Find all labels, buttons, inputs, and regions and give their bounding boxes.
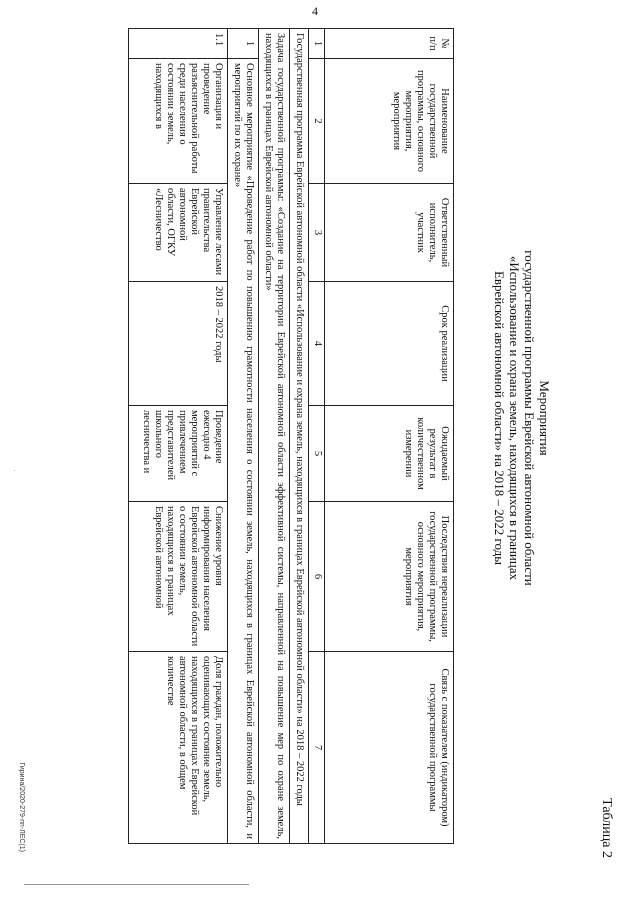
column-number-row	[309, 29, 325, 844]
header-cell: Наименование государственной программы, основного мероприятия, мероприятия	[325, 59, 454, 184]
table-header-row	[325, 29, 454, 844]
header-cell: Связь с показателем (индикатором) государственной программы	[325, 652, 454, 844]
rotated-landscape-content	[12, 18, 622, 868]
row-result: Проведение ежегодно 4 мероприятий с привлечением представителей школьного лесничества и	[129, 406, 228, 502]
row-executor: Управление лесами правительства Еврейской автономной области, ОГКУ «Лесничество	[129, 184, 228, 282]
main-event-row	[228, 29, 259, 844]
column-number: 3	[309, 184, 325, 282]
column-number: 2	[309, 59, 325, 184]
column-number: 7	[309, 652, 325, 844]
program-cell: Государственная программа Еврейской автономной области «Использование и охрана земель, находящихся в границах Еврейской автономной области» на 2018 – 2022 годы	[290, 29, 309, 844]
scan-artifact-dot	[14, 470, 15, 471]
table-row	[129, 29, 228, 844]
row-indicator-link: Доля граждан, положительно оценивающих состояние земель, находящихся в границах Еврейской автономной области, в общем количестве	[129, 652, 228, 844]
header-cell: Ответственный исполнитель, участник	[325, 184, 454, 282]
events-table	[128, 28, 454, 844]
header-cell: Срок реализации	[325, 282, 454, 406]
column-number: 6	[309, 502, 325, 652]
title-line: Еврейской автономной области» на 2018 – 2022 годы	[492, 270, 507, 566]
task-cell: Задача государственной программы: «Создание на территории Еврейской автономной области эффективной системы, направленной на повышение мер по охране земель, находящихся в границах Еврейской автономной области»	[259, 29, 290, 844]
footer-code: Гирина/2020-279-пп-ЛЕС(1)	[18, 762, 25, 852]
document-title	[492, 138, 552, 698]
title-line: государственной программы Еврейской автономной области	[522, 250, 537, 586]
scan-artifact-line	[24, 884, 249, 885]
program-row	[290, 29, 309, 844]
title-line: Мероприятия	[537, 380, 552, 456]
column-number: 5	[309, 406, 325, 502]
header-cell: № п/п	[325, 29, 454, 59]
page-number: 4	[312, 4, 318, 18]
title-line: «Использование и охрана земель, находящихся в границах	[507, 255, 522, 581]
row-name: Организация и проведение разъяснительной работы среди населения о состоянии земель, находящихся в	[129, 59, 228, 184]
row-consequences: Снижение уровня информирования населения Еврейской автономной области о состоянии земель, находящихся в границах Еврейской автономной	[129, 502, 228, 652]
row-period: 2018 – 2022 годы	[129, 282, 228, 406]
column-number: 4	[309, 282, 325, 406]
task-row	[259, 29, 290, 844]
row-number: 1.1	[129, 29, 228, 59]
main-event-cell: Основное мероприятие «Проведение работ по повышению грамотности населения о состоянии земель, находящихся в границах Еврейской автономной области, и мероприятий по их охране»	[228, 59, 259, 844]
column-number: 1	[309, 29, 325, 59]
table-label: Таблица 2	[599, 798, 614, 858]
main-event-number: 1	[228, 29, 259, 59]
header-cell: Последствия нереализации государственной программы, основного мероприятия, мероприятия	[325, 502, 454, 652]
header-cell: Ожидаемый результат в количественном измерении	[325, 406, 454, 502]
